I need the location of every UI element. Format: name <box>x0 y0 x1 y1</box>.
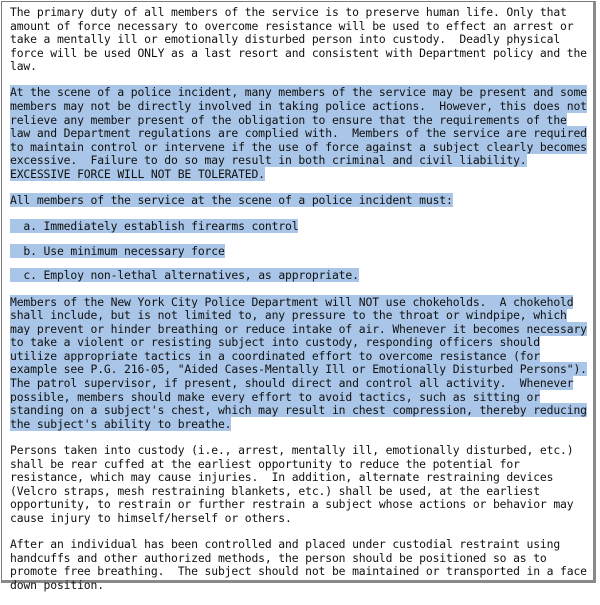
list-item <box>10 245 590 259</box>
highlighted-text: At the scene of a police incident, many members of the service may be present and some members may not be directly involved in taking police actions. However, this does not relieve any member present of the obligation to ensure that the requirements of the law and Department regulations are complied with. Members of the service are required to maintain control or intervene if the use of force against a subject clearly becomes excessive. Failure to do so may result in both criminal and civil liability. EXCESSIVE FORCE WILL NOT BE TOLERATED. <box>10 85 587 182</box>
list-item <box>10 220 590 234</box>
list-item-text: a. Immediately establish firearms control <box>10 219 299 234</box>
list-item-text: b. Use minimum necessary force <box>10 243 225 258</box>
paragraph-restraint-text: After an individual has been controlled and placed under custodial restraint using handcuffs and other authorized methods, the person should be positioned so as to promote free breathing. The subject should not be maintained or transported in a face down position. <box>10 537 587 592</box>
list-item <box>10 269 590 283</box>
document-body <box>10 6 590 605</box>
paragraph-restraint <box>10 538 590 592</box>
paragraph-custody <box>10 444 590 526</box>
paragraph-scene-obligation <box>10 86 590 181</box>
list-item-text: c. Employ non-lethal alternatives, as appropriate. <box>10 268 359 283</box>
paragraph-scene-must <box>10 194 590 208</box>
paragraph-duty-text: The primary duty of all members of the service is to preserve human life. Only that amount of force necessary to overcome resistance will be used to effect an arrest or take a mentally ill or emotionally disturbed person into custody. Deadly physical force will be used ONLY as a last resort and consistent with Department policy and the law. <box>10 5 587 74</box>
highlighted-text: Members of the New York City Police Department will NOT use chokeholds. A chokehold shall include, but is not limited to, any pressure to the throat or windpipe, which may prevent or hinder breathing or reduce intake of air. Whenever it becomes necessary to take a violent or resisting subject into custody, responding officers should utilize appropriate tactics in a coordinated effort to overcome resistance (for example see P.G. 216-05, "Aided Cases-Mentally Ill or Emotionally Disturbed Persons"). The patrol supervisor, if present, should direct and control all activity. Whenever possible, members should make every effort to avoid tactics, such as sitting or standing on a subject's chest, which may result in chest compression, thereby reducing the subject's ability to breathe. <box>10 294 587 431</box>
highlighted-text: All members of the service at the scene of a police incident must: <box>10 193 453 208</box>
paragraph-duty <box>10 6 590 74</box>
paragraph-chokeholds <box>10 296 590 432</box>
paragraph-custody-text: Persons taken into custody (i.e., arrest, mentally ill, emotionally disturbed, etc.) shall be rear cuffed at the earliest opportunity to reduce the potential for resistance, which may cause injuries. In addition, alternate restraining devices (Velcro straps, mesh restraining blankets, etc.) shall be used, at the earliest opportunity, to restrain or further restrain a subject whose actions or behavior may cause injury to himself/herself or others. <box>10 442 574 525</box>
